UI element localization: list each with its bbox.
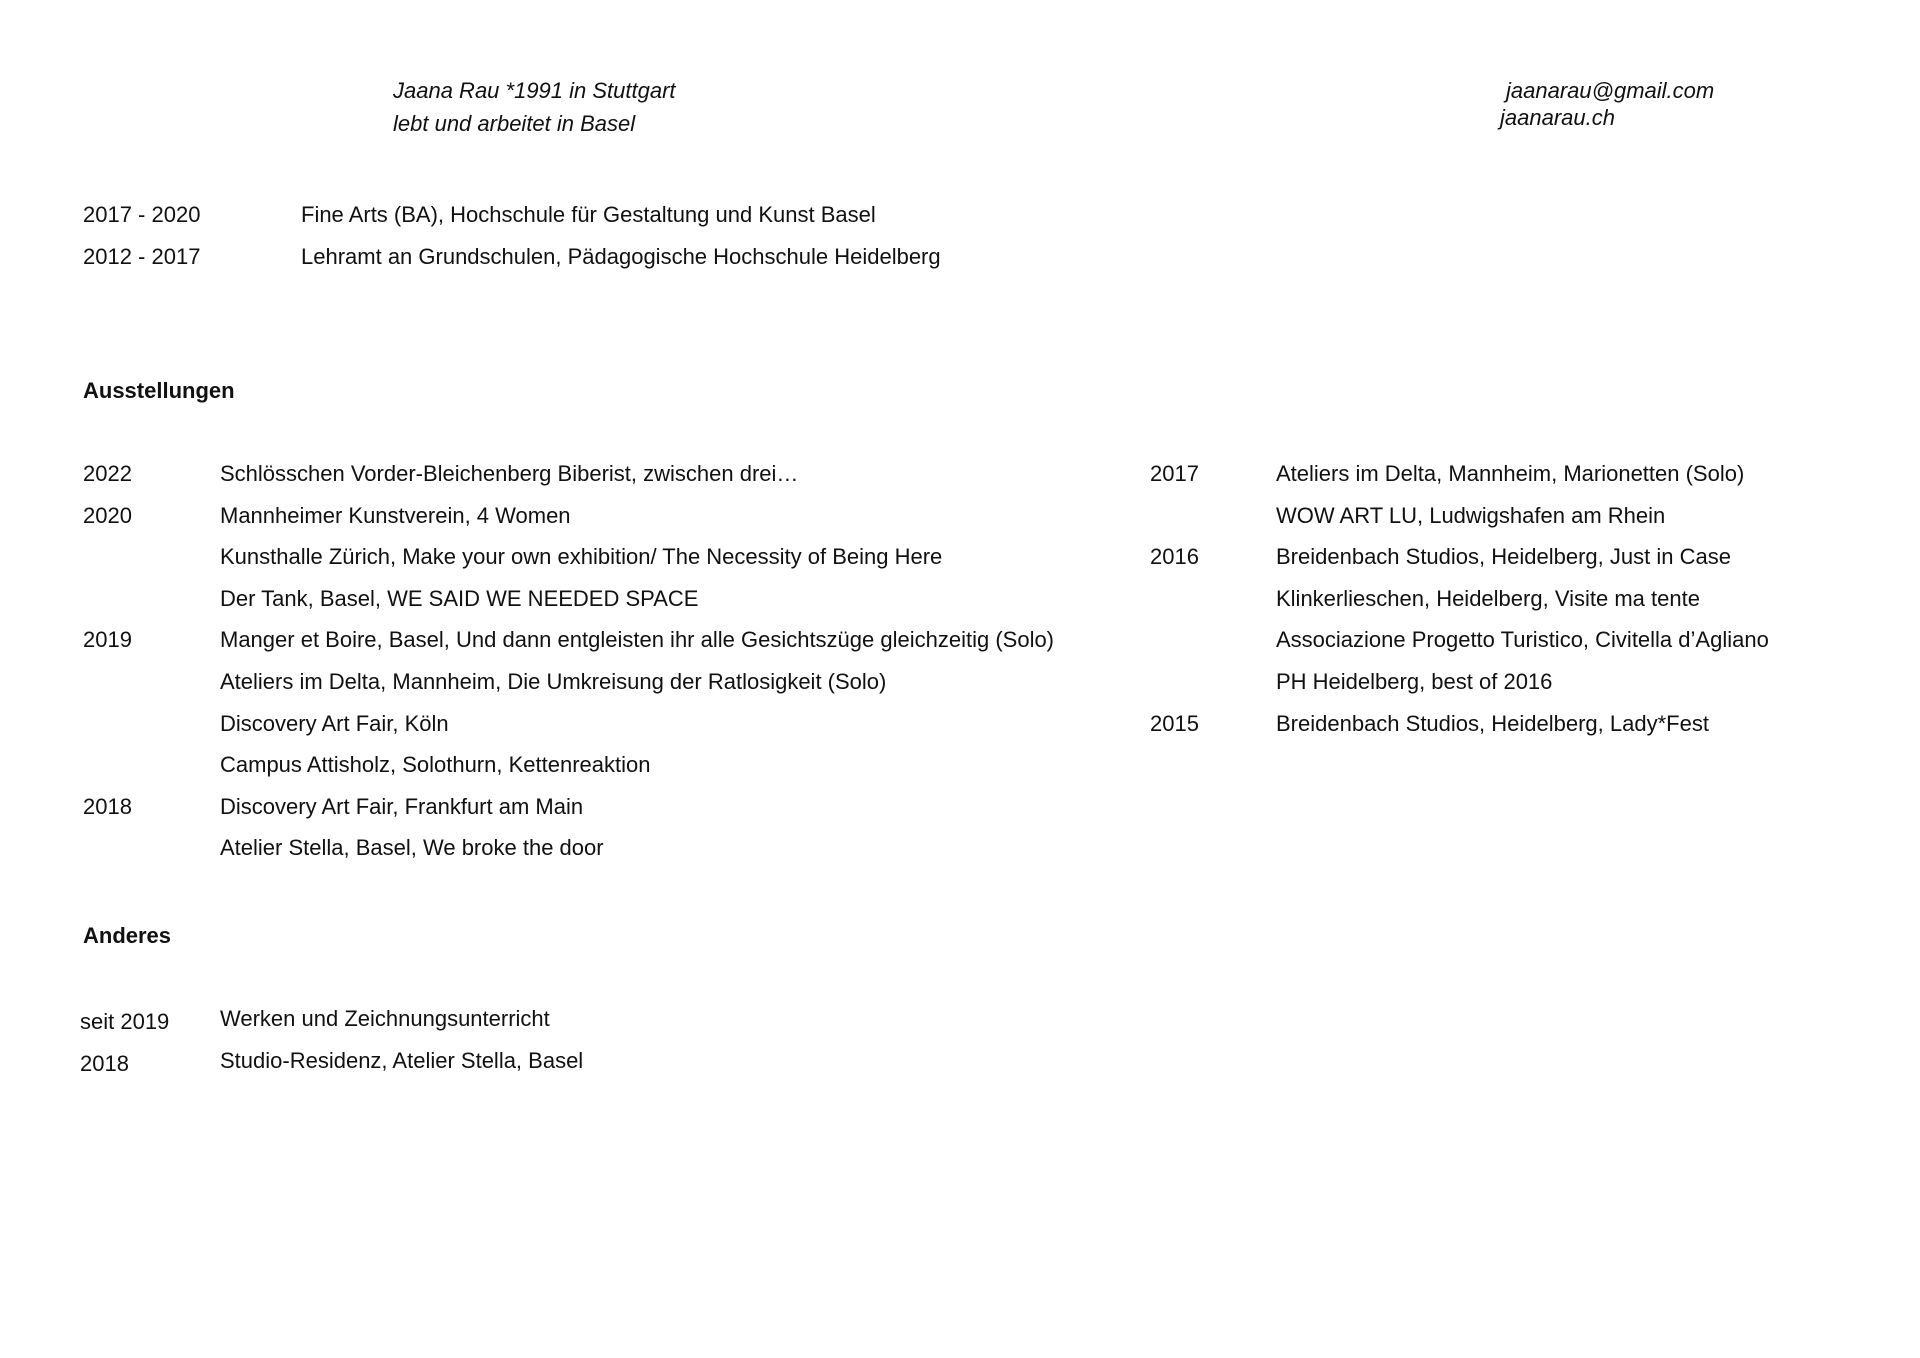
education-years: 2012 - 2017 [83,244,201,269]
exhibition-row [1150,668,1890,713]
website-link[interactable]: jaanarau.ch [1500,105,1615,130]
exhibition-row [1150,585,1890,630]
exhibition-year: 2018 [83,793,132,819]
other-year: seit 2019 [80,1009,170,1034]
exhibition-year: 2019 [83,627,132,653]
exhibition-description: Mannheimer Kunstverein, 4 Women [220,502,571,528]
exhibition-description: Manger et Boire, Basel, Und dann entgleisten ihr alle Gesichtszüge gleichzeitig (Solo) [220,627,1055,653]
other-description: Werken und Zeichnungsunterricht [220,1006,550,1031]
name-line: Jaana Rau *1991 in Stuttgart [393,78,676,103]
education-description: Lehramt an Grundschulen, Pädagogische Hochschule Heidelberg [301,244,941,269]
other-description: Studio-Residenz, Atelier Stella, Basel [220,1048,584,1073]
exhibition-description: Associazione Progetto Turistico, Civitella d’Agliano [1276,627,1769,653]
exhibition-description: Kunsthalle Zürich, Make your own exhibition/ The Necessity of Being Here [220,544,943,570]
header-contact [1500,80,1714,134]
education-years: 2017 - 2020 [83,202,201,227]
other-heading: Anderes [83,923,172,948]
education-row [83,204,983,246]
email-link[interactable]: jaanarau@gmail.com [1506,78,1715,103]
education-list [83,204,983,288]
exhibition-description: Breidenbach Studios, Heidelberg, Lady*Fest [1276,710,1709,736]
exhibition-row [83,710,1103,755]
exhibition-year: 2022 [83,461,132,486]
exhibitions-left-column [83,463,1103,879]
exhibition-row [83,668,1103,713]
exhibition-description: WOW ART LU, Ludwigshafen am Rhein [1276,502,1666,528]
exhibition-row [1150,546,1890,588]
other-row [80,1050,980,1092]
exhibition-description: Klinkerlieschen, Heidelberg, Visite ma tente [1276,585,1700,611]
exhibition-row [83,629,1103,671]
education-description: Fine Arts (BA), Hochschule für Gestaltung und Kunst Basel [301,202,876,227]
residence-line: lebt und arbeitet in Basel [393,111,636,136]
exhibition-description: Ateliers im Delta, Mannheim, Marionetten (Solo) [1276,461,1745,486]
exhibition-description: Discovery Art Fair, Köln [220,710,449,736]
exhibition-row [83,463,1103,505]
exhibitions-heading: Ausstellungen [83,378,235,403]
exhibition-year: 2020 [83,502,132,528]
exhibition-row [1150,710,1890,755]
education-row [83,246,983,288]
exhibition-row [83,546,1103,588]
exhibition-description: Atelier Stella, Basel, We broke the door [220,835,604,861]
exhibition-row [83,754,1103,796]
other-list [80,1008,980,1092]
exhibition-description: Campus Attisholz, Solothurn, Kettenreaktion [220,752,651,778]
exhibitions-right-column [1150,463,1890,754]
exhibition-description: PH Heidelberg, best of 2016 [1276,668,1553,694]
other-year: 2018 [80,1051,129,1076]
header-personal [393,80,676,146]
exhibition-description: Schlösschen Vorder-Bleichenberg Biberist, zwischen drei… [220,461,799,486]
exhibition-row [1150,463,1890,505]
exhibition-description: Discovery Art Fair, Frankfurt am Main [220,793,584,819]
exhibition-year: 2017 [1150,461,1199,486]
exhibition-description: Ateliers im Delta, Mannheim, Die Umkreisung der Ratlosigkeit (Solo) [220,668,887,694]
exhibition-year: 2016 [1150,544,1199,570]
exhibition-year: 2015 [1150,710,1199,736]
exhibition-description: Der Tank, Basel, WE SAID WE NEEDED SPACE [220,585,699,611]
other-row [80,1008,980,1050]
exhibition-row [1150,629,1890,671]
exhibition-row [83,585,1103,630]
exhibition-row [83,793,1103,838]
exhibition-row [83,837,1103,879]
exhibition-row [1150,502,1890,547]
exhibition-description: Breidenbach Studios, Heidelberg, Just in Case [1276,544,1731,570]
exhibition-row [83,502,1103,547]
